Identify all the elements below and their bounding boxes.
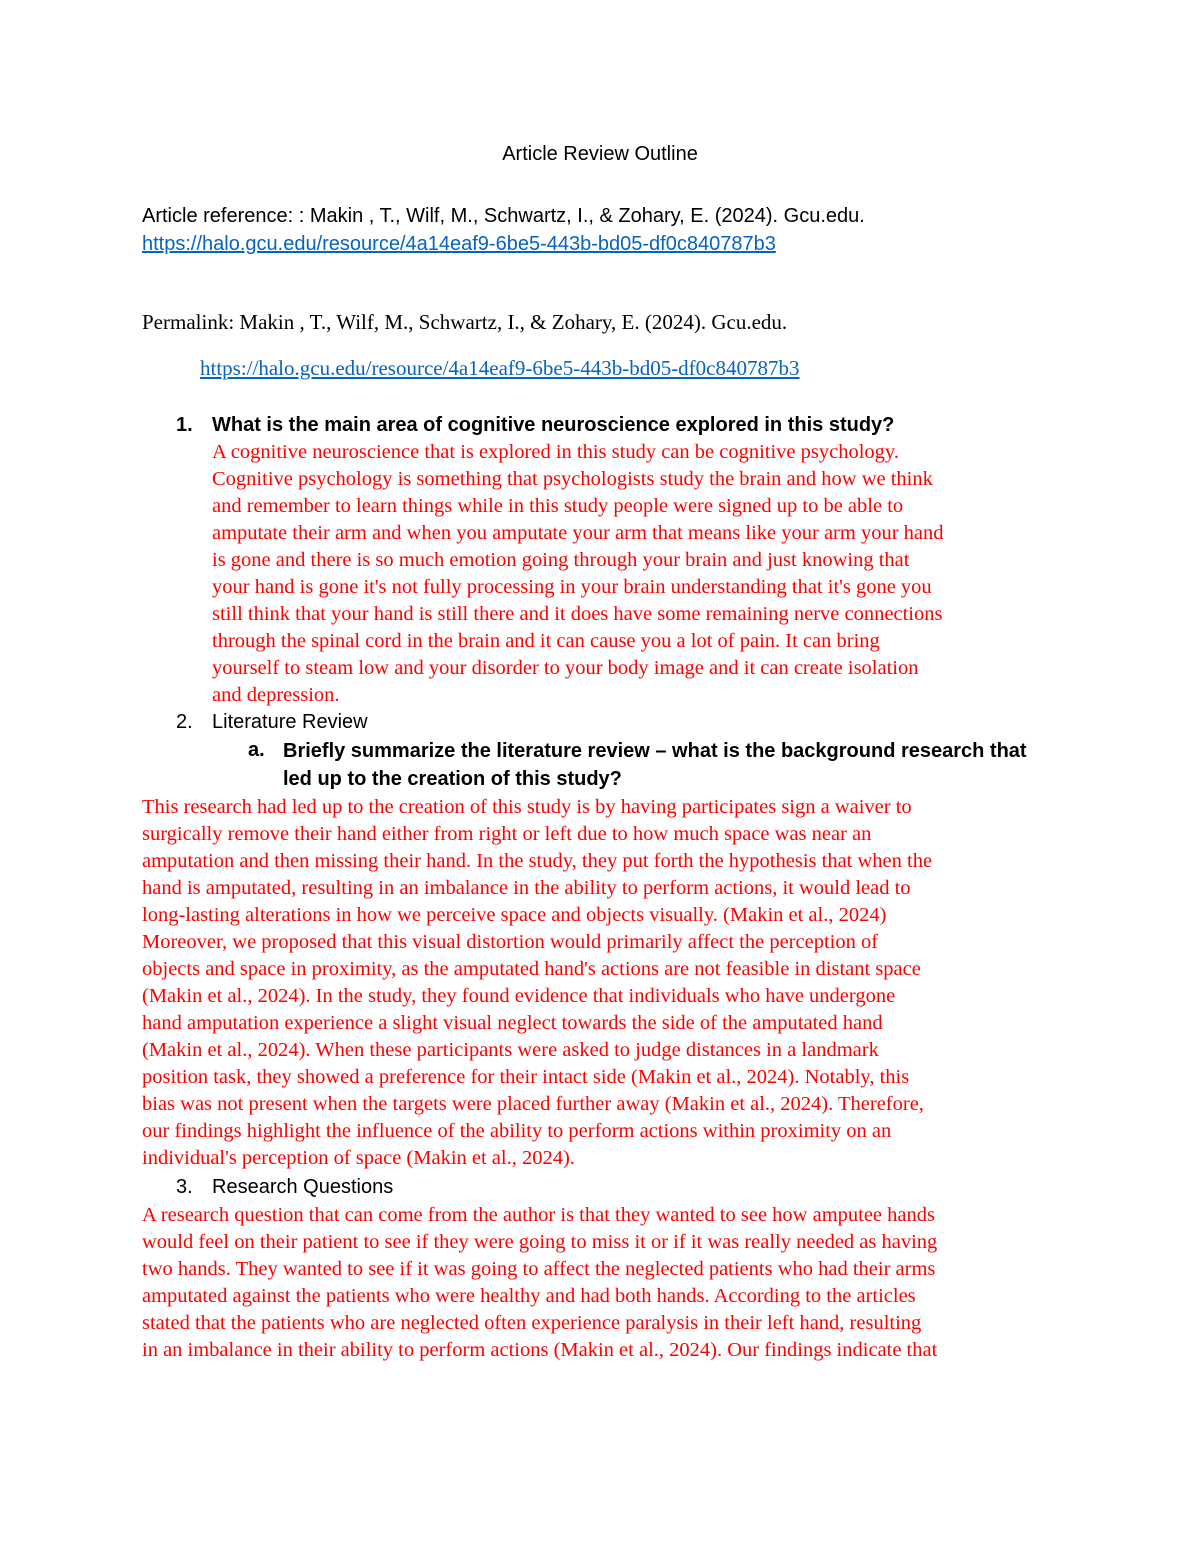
answer-line: hand amputation experience a slight visual neglect towards the side of the amputated hand — [142, 1012, 883, 1034]
section-3-number: 3. — [176, 1176, 193, 1198]
answer-line: amputated against the patients who were healthy and had both hands. According to the articles — [142, 1285, 916, 1307]
answer-line: bias was not present when the targets were placed further away (Makin et al., 2024). Therefore, — [142, 1093, 924, 1115]
answer-line: through the spinal cord in the brain and it can cause you a lot of pain. It can bring — [212, 630, 880, 652]
section-2a-heading: Briefly summarize the literature review – what is the background research that led up to the creation of this study? — [283, 740, 1027, 790]
article-reference-link[interactable]: https://halo.gcu.edu/resource/4a14eaf9-6be5-443b-bd05-df0c840787b3 — [142, 233, 776, 255]
section-1-answer — [212, 439, 944, 709]
answer-line: This research had led up to the creation of this study is by having participates sign a waiver to — [142, 796, 912, 818]
answer-line: amputation and then missing their hand. In the study, they put forth the hypothesis that when the — [142, 850, 933, 872]
section-2a-letter: a. — [248, 739, 265, 761]
answer-line: Moreover, we proposed that this visual distortion would primarily affect the perception of — [142, 931, 879, 953]
answer-line: and remember to learn things while in this study people were signed up to be able to — [212, 495, 904, 517]
answer-line: (Makin et al., 2024). In the study, they found evidence that individuals who have undergone — [142, 985, 896, 1007]
permalink-link[interactable]: https://halo.gcu.edu/resource/4a14eaf9-6be5-443b-bd05-df0c840787b3 — [200, 356, 800, 380]
answer-line: long-lasting alterations in how we perceive space and objects visually. (Makin et al., 2024) — [142, 904, 887, 926]
answer-line: stated that the patients who are neglected often experience paralysis in their left hand, resulting — [142, 1312, 922, 1334]
section-1-heading: What is the main area of cognitive neuroscience explored in this study? — [212, 414, 895, 436]
answer-line: in an imbalance in their ability to perform actions (Makin et al., 2024). Our findings indicate that — [142, 1339, 938, 1361]
page-title: Article Review Outline — [502, 143, 698, 165]
answer-line: objects and space in proximity, as the amputated hand's actions are not feasible in distant space — [142, 958, 921, 980]
answer-line: individual's perception of space (Makin et al., 2024). — [142, 1147, 575, 1169]
section-2-number: 2. — [176, 711, 193, 733]
answer-line: your hand is gone it's not fully processing in your brain understanding that it's gone you — [212, 576, 932, 598]
answer-line: still think that your hand is still there and it does have some remaining nerve connections — [212, 603, 943, 625]
answer-line: Cognitive psychology is something that psychologists study the brain and how we think — [212, 468, 933, 490]
answer-line: (Makin et al., 2024). When these participants were asked to judge distances in a landmark — [142, 1039, 879, 1061]
answer-line: two hands. They wanted to see if it was going to affect the neglected patients who had their arms — [142, 1258, 936, 1280]
section-3-heading: Research Questions — [212, 1176, 394, 1198]
answer-line: amputate their arm and when you amputate your arm that means like your arm your hand — [212, 522, 944, 544]
answer-line: is gone and there is so much emotion going through your brain and just knowing that — [212, 549, 910, 571]
answer-line: A research question that can come from the author is that they wanted to see how amputee hands — [142, 1204, 935, 1226]
section-2-heading: Literature Review — [212, 711, 368, 733]
answer-line: position task, they showed a preference for their intact side (Makin et al., 2024). Notably, this — [142, 1066, 910, 1088]
section-3-answer — [142, 1202, 937, 1364]
answer-line: would feel on their patient to see if they were going to miss it or if it was really needed as having — [142, 1231, 938, 1253]
answer-line: yourself to steam low and your disorder to your body image and it can create isolation — [212, 657, 919, 679]
answer-line: and depression. — [212, 684, 340, 706]
article-reference: Article reference: : Makin , T., Wilf, M., Schwartz, I., & Zohary, E. (2024). Gcu.edu. — [142, 205, 865, 227]
section-1-number: 1. — [176, 414, 193, 436]
answer-line: our findings highlight the influence of the ability to perform actions within proximity on an — [142, 1120, 892, 1142]
answer-line: surgically remove their hand either from right or left due to how much space was near an — [142, 823, 872, 845]
answer-line: A cognitive neuroscience that is explored in this study can be cognitive psychology. — [212, 441, 899, 463]
section-2-answer — [142, 794, 932, 1172]
permalink-text: Permalink: Makin , T., Wilf, M., Schwartz, I., & Zohary, E. (2024). Gcu.edu. — [142, 310, 788, 334]
answer-line: hand is amputated, resulting in an imbalance in the ability to perform actions, it would lead to — [142, 877, 911, 899]
